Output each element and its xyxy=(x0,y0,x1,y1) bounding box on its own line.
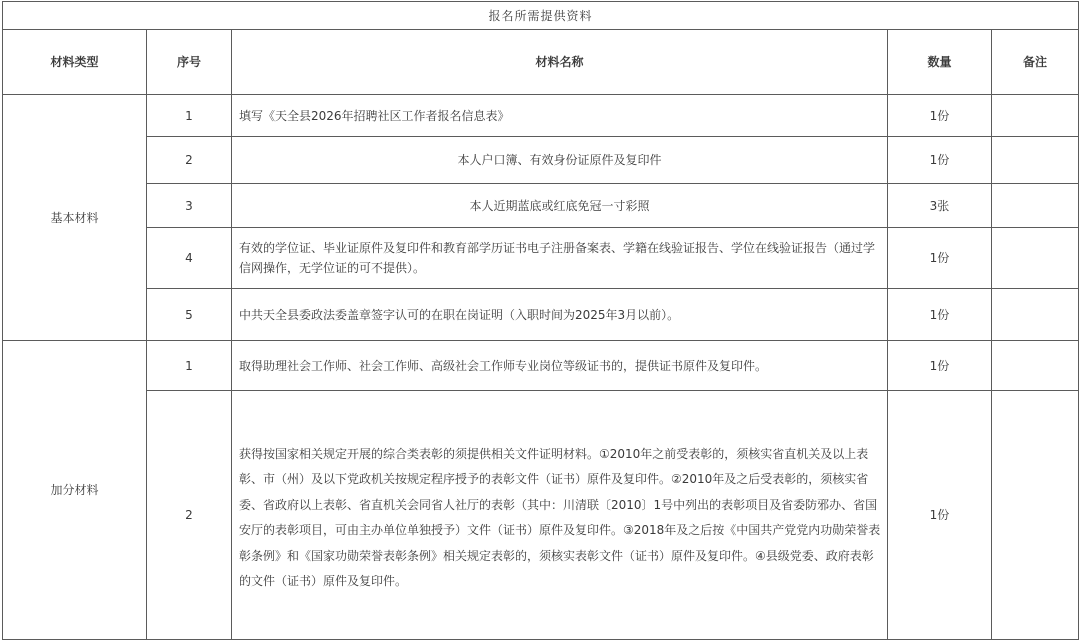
table-title: 报名所需提供资料 xyxy=(3,2,1079,30)
materials-table xyxy=(2,1,1079,640)
row-qty: 1份 xyxy=(888,95,992,137)
row-material-name: 本人近期蓝底或红底免冠一寸彩照 xyxy=(232,184,888,228)
row-material-name: 有效的学位证、毕业证原件及复印件和教育部学历证书电子注册备案表、学籍在线验证报告、学位在线验证报告（通过学信网操作，无学位证的可不提供）。 xyxy=(232,228,888,289)
table-row xyxy=(3,391,1079,640)
group-label-bonus: 加分材料 xyxy=(3,341,147,640)
row-qty: 1份 xyxy=(888,137,992,184)
header-name: 材料名称 xyxy=(232,30,888,95)
row-qty: 1份 xyxy=(888,228,992,289)
row-note xyxy=(992,391,1079,640)
table-row xyxy=(3,184,1079,228)
header-seq: 序号 xyxy=(147,30,232,95)
row-qty: 3张 xyxy=(888,184,992,228)
table-row xyxy=(3,95,1079,137)
row-note xyxy=(992,228,1079,289)
table-title-row xyxy=(3,2,1079,30)
row-qty: 1份 xyxy=(888,289,992,341)
header-note: 备注 xyxy=(992,30,1079,95)
row-seq: 1 xyxy=(147,95,232,137)
row-material-name: 填写《天全县2026年招聘社区工作者报名信息表》 xyxy=(232,95,888,137)
row-seq: 2 xyxy=(147,137,232,184)
row-qty: 1份 xyxy=(888,391,992,640)
row-note xyxy=(992,95,1079,137)
row-note xyxy=(992,341,1079,391)
group-label-basic: 基本材料 xyxy=(3,95,147,341)
row-seq: 1 xyxy=(147,341,232,391)
row-note xyxy=(992,289,1079,341)
row-material-name: 取得助理社会工作师、社会工作师、高级社会工作师专业岗位等级证书的，提供证书原件及复印件。 xyxy=(232,341,888,391)
row-material-name: 获得按国家相关规定开展的综合类表彰的须提供相关文件证明材料。①2010年之前受表彰的，须核实省直机关及以上表彰、市（州）及以下党政机关按规定程序授予的表彰文件（证书）原件及复印件。②2010年及之后受表彰的，须核实省委、省政府以上表彰、省直机关会同省人社厅的表彰（其中：川清联〔2010〕1号中列出的表彰项目及省委防邪办、省国安厅的表彰项目，可由主办单位单独授予）文件（证书）原件及复印件。③2018年及之后按《中国共产党党内功勋荣誉表彰条例》和《国家功勋荣誉表彰条例》相关规定表彰的，须核实表彰文件（证书）原件及复印件。④县级党委、政府表彰的文件（证书）原件及复印件。 xyxy=(232,391,888,640)
row-material-name: 中共天全县委政法委盖章签字认可的在职在岗证明（入职时间为2025年3月以前）。 xyxy=(232,289,888,341)
header-type: 材料类型 xyxy=(3,30,147,95)
row-seq: 2 xyxy=(147,391,232,640)
row-material-name: 本人户口簿、有效身份证原件及复印件 xyxy=(232,137,888,184)
row-seq: 3 xyxy=(147,184,232,228)
row-seq: 4 xyxy=(147,228,232,289)
row-qty: 1份 xyxy=(888,341,992,391)
header-qty: 数量 xyxy=(888,30,992,95)
table-row xyxy=(3,137,1079,184)
table-row xyxy=(3,289,1079,341)
row-seq: 5 xyxy=(147,289,232,341)
row-note xyxy=(992,184,1079,228)
header-row xyxy=(3,30,1079,95)
table-row xyxy=(3,341,1079,391)
table-row xyxy=(3,228,1079,289)
row-note xyxy=(992,137,1079,184)
